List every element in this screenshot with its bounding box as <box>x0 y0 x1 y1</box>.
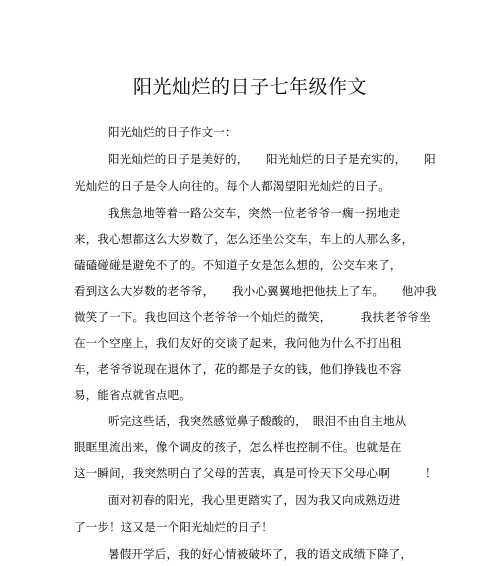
paragraph-line: 微笑了一下。我也回这个老爷爷一个灿烂的微笑， 我扶老爷爷坐 <box>74 310 431 324</box>
paragraph-line: 了一步！这又是一个阳光灿烂的日子！ <box>74 520 273 534</box>
essay-subtitle: 阳光灿烂的日子作文一： <box>108 125 237 139</box>
paragraph-line: 磕磕碰碰是避免不了的。不知道子女是怎么想的，公交车来了， <box>74 258 402 272</box>
paragraph-line: 听完这些话，我突然感觉鼻子酸酸的， 眼泪不由自主地从 <box>108 414 407 428</box>
paragraph-line: 在一个空座上，我们友好的交谈了起来，我问他为什么不打出租 <box>74 336 402 350</box>
paragraph-line: 易，能省点就省点吧。 <box>74 388 191 402</box>
paragraph-line: 我焦急地等着一路公交车，突然一位老爷爷一瘸一拐地走 <box>108 206 401 220</box>
paragraph-line: 暑假开学后，我的好心情被破坏了，我的语文成绩下降了， <box>108 547 413 561</box>
paragraph-line: 这一瞬间，我突然明白了父母的苦衷，真是可怜天下父母心啊 ！ <box>74 466 437 480</box>
paragraph-line: 面对初春的阳光，我心里更踏实了，因为我又向成熟迈进 <box>108 493 401 507</box>
paragraph-line: 来，我心想都这么大岁数了，怎么还坐公交车，车上的人那么多， <box>74 232 414 246</box>
paragraph-line: 眼眶里流出来，像个调皮的孩子，怎么样也控制不住。也就是在 <box>74 440 402 454</box>
document-title: 阳光灿烂的日子七年级作文 <box>132 76 367 98</box>
paragraph-line: 光灿烂的日子是令人向往的。每个人都渴望阳光灿烂的日子。 <box>74 179 390 193</box>
paragraph-line: 阳光灿烂的日子是美好的， 阳光灿烂的日子是充实的， 阳 <box>108 152 436 166</box>
paragraph-line: 车，老爷爷说现在退休了，花的都是子女的钱，他们挣钱也不容 <box>74 362 402 376</box>
paragraph-line: 看到这么大岁数的老爷爷， 我小心翼翼地把他扶上了车。 他冲我 <box>74 284 437 298</box>
